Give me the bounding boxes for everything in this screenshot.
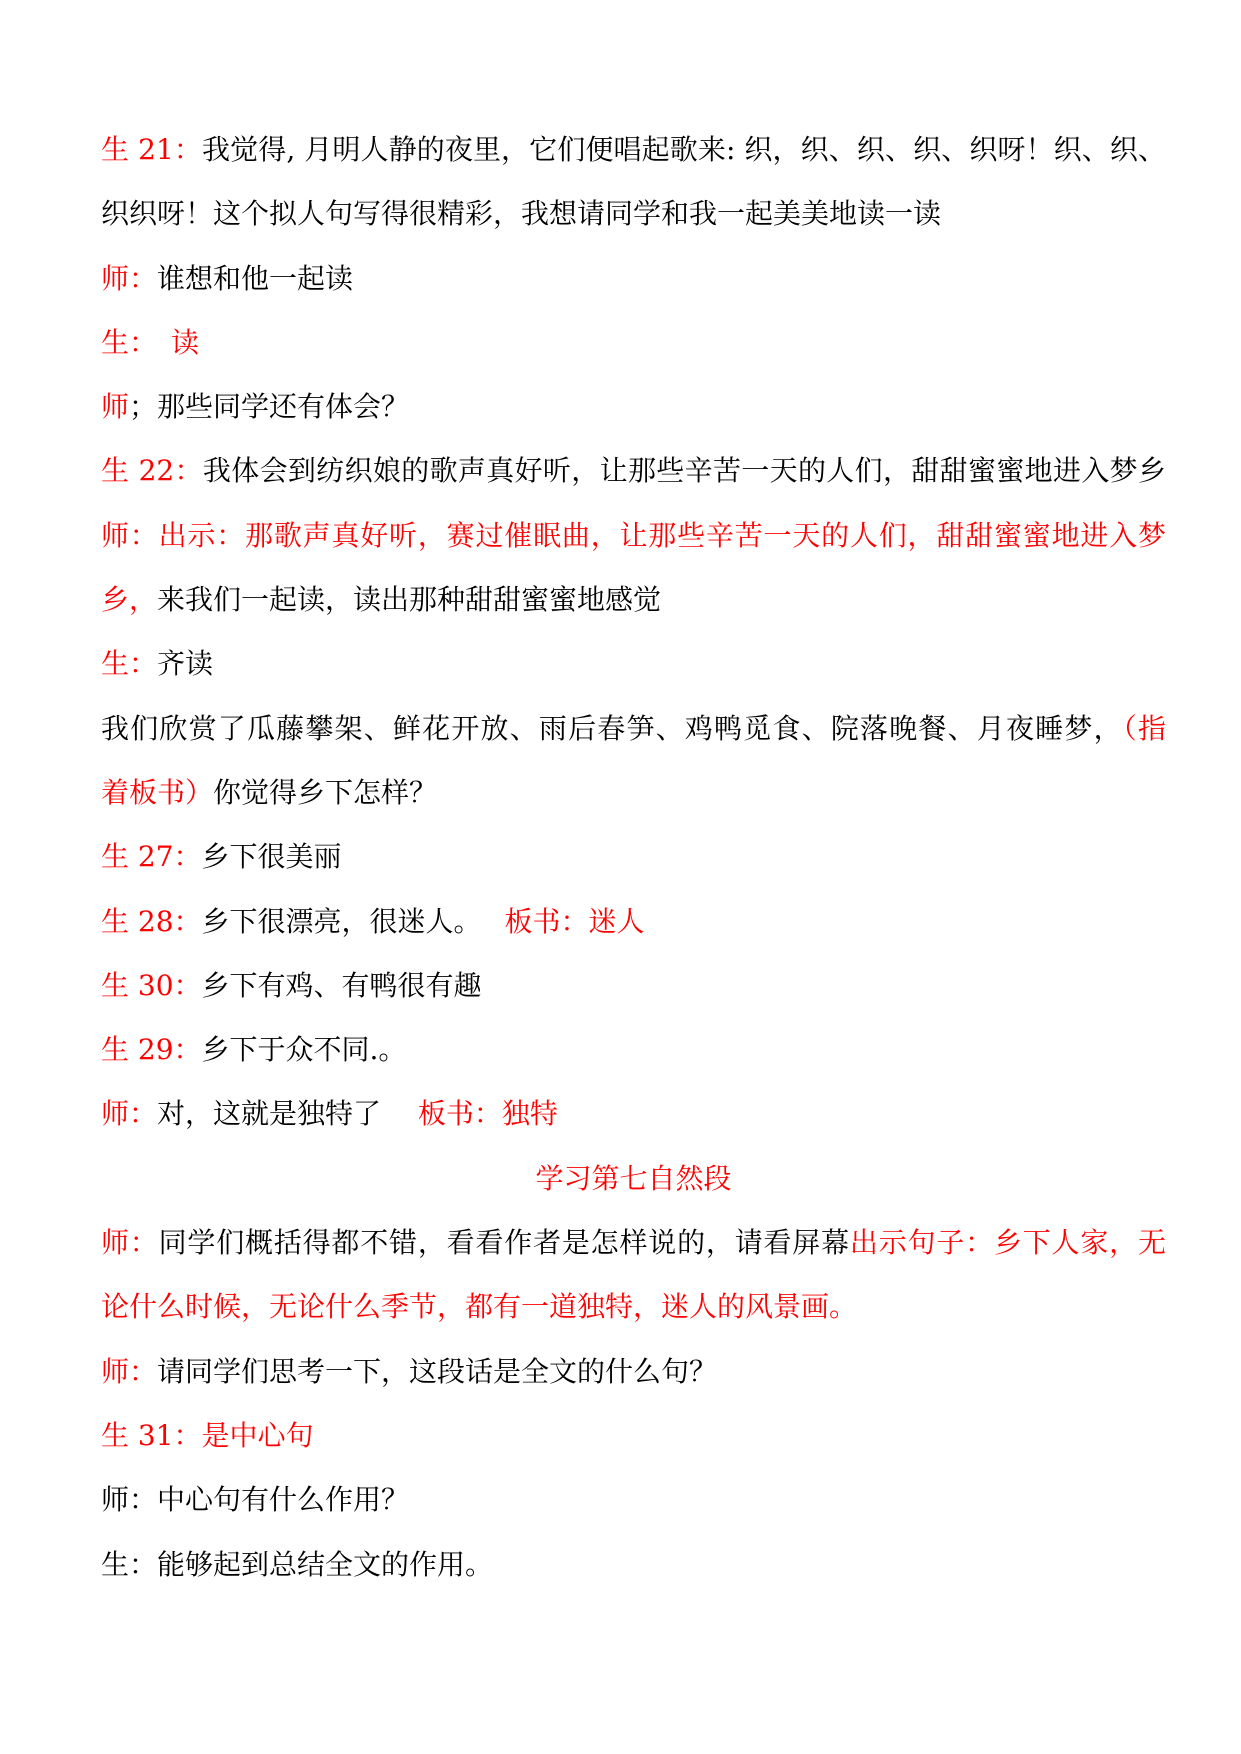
speech-text: 我觉得, 月明人静的夜里，它们便唱起歌来: 织，织、织、织、织呀！织、织、 [202,133,1166,166]
dialogue-line [101,504,1166,568]
shown-sentence: 论什么时候，无论什么季节，都有一道独特，迷人的风景画。 [101,1290,858,1324]
speech-text: 师：中心句有什么作用？ [101,1483,410,1517]
speech-text: 对，这就是独特了 [157,1097,382,1131]
speech-text: 我体会到纺织娘的歌声真好听，让那些辛苦一天的人们，甜甜蜜蜜地进入梦乡 [202,454,1166,488]
speaker-label: 师 [101,390,130,424]
speech-text: 乡下于众不同.。 [201,1033,407,1067]
dialogue-line [101,311,1166,375]
dialogue-line [101,1275,1166,1339]
speech-text: 乡下很美丽 [201,840,342,874]
dialogue-line [101,118,1166,182]
speaker-label: 生 28： [101,904,202,938]
speech-text: 我们欣赏了瓜藤攀架、鲜花开放、雨后春笋、鸡鸭觅食、院落晚餐、月夜睡梦， [101,711,1123,745]
action-note: （指 [1122,711,1166,745]
speaker-label: 生 27： [101,840,202,874]
speaker-label: 师： [101,261,158,295]
dialogue-line [101,632,1166,696]
dialogue-line [101,761,1166,825]
speech-text: 齐读 [157,647,214,681]
speech-text: 乡下很漂亮，很迷人。 [201,904,468,938]
shown-sentence: 出示句子：乡下人家，无 [849,1226,1166,1260]
dialogue-line [101,825,1166,889]
speaker-label: 生 29： [101,1033,202,1067]
dialogue-line [101,890,1166,954]
speech-text: 请同学们思考一下，这段话是全文的什么句？ [157,1354,718,1388]
shown-sentence: 师：出示：那歌声真好听，赛过催眠曲，让那些辛苦一天的人们，甜甜蜜蜜地进入梦 [101,518,1166,552]
speech-text: 生 31：是中心句 [101,1418,314,1452]
speech-text: 生：能够起到总结全文的作用。 [101,1547,494,1581]
speech-text: 谁想和他一起读 [157,261,354,295]
dialogue-line [101,1340,1166,1404]
speech-text: 同学们概括得都不错，看看作者是怎样说的，请看屏幕 [158,1226,850,1260]
dialogue-line [101,1018,1166,1082]
speaker-label: 生 22： [101,454,203,488]
speech-text: 乡下有鸡、有鸭很有趣 [201,968,482,1002]
dialogue-line [101,954,1166,1018]
dialogue-line [101,697,1166,761]
action-note: 读 [143,325,200,359]
dialogue-line [101,182,1166,246]
dialogue-line [101,247,1166,311]
speech-text: 来我们一起读，读出那种甜甜蜜蜜地感觉 [157,583,662,617]
action-note: 着板书） [101,775,214,809]
speaker-label: 生： [101,647,158,681]
dialogue-line [101,1468,1166,1532]
speech-text: ；那些同学还有体会？ [129,390,410,424]
speech-text: 你觉得乡下怎样？ [213,775,438,809]
dialogue-line [101,1211,1166,1275]
speaker-label: 师： [101,1097,158,1131]
dialogue-line [101,1082,1166,1146]
speaker-label: 生 30： [101,968,202,1002]
dialogue-line [101,1404,1166,1468]
section-heading [101,1147,1166,1211]
dialogue-line [101,439,1166,503]
board-note: 板书：迷人 [467,904,645,938]
section-heading-text: 学习第七自然段 [535,1161,732,1195]
dialogue-line [101,375,1166,439]
dialogue-line [101,568,1166,632]
speaker-label: 生： [101,325,144,359]
speaker-label: 师： [101,1226,159,1260]
dialogue-line [101,1533,1166,1597]
speech-text: 织织呀！这个拟人句写得很精彩，我想请同学和我一起美美地读一读 [101,197,942,231]
speaker-label: 师： [101,1354,158,1388]
speaker-label: 生 21： [101,133,202,166]
shown-sentence: 乡， [101,583,158,617]
board-note: 板书：独特 [381,1097,558,1131]
